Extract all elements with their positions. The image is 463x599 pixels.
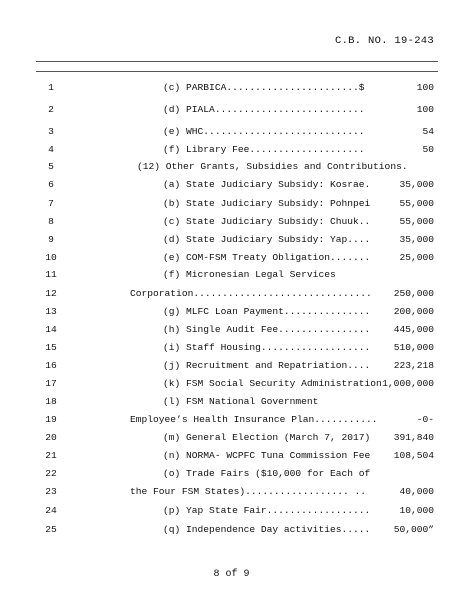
line-text: (n) NORMA- WCPFC Tuna Commission Fee — [163, 450, 371, 461]
text-line — [0, 123, 463, 141]
line-text: (f) Micronesian Legal Services — [163, 269, 336, 280]
line-number: 12 — [45, 288, 57, 299]
line-amount: 55,000 — [399, 216, 434, 227]
line-text: (e) COM-FSM Treaty Obligation....... — [163, 252, 371, 263]
line-text: (l) FSM National Government — [163, 396, 319, 407]
text-line — [0, 79, 463, 97]
line-amount: 223,218 — [393, 360, 434, 371]
text-line — [0, 195, 463, 213]
line-number: 14 — [45, 324, 57, 335]
line-text: Employee’s Health Insurance Plan........... — [130, 414, 378, 425]
line-amount: 50 — [422, 144, 434, 155]
text-line — [0, 502, 463, 520]
text-line — [0, 483, 463, 501]
line-amount: 100 — [416, 82, 434, 93]
line-amount: 25,000 — [399, 252, 434, 263]
text-line — [0, 375, 463, 393]
header-rule-top — [36, 61, 438, 62]
text-line — [0, 429, 463, 447]
line-amount: 100 — [416, 104, 434, 115]
text-line — [0, 339, 463, 357]
text-line — [0, 231, 463, 249]
line-text: (j) Recruitment and Repatriation.... — [163, 360, 371, 371]
line-text: (k) FSM Social Security Administration — [163, 378, 382, 389]
text-line — [0, 249, 463, 267]
line-number: 1 — [48, 82, 54, 93]
line-text: (12) Other Grants, Subsidies and Contributions. — [137, 161, 408, 172]
line-text: (d) PIALA.......................... — [163, 104, 365, 115]
page-number: 8 of 9 — [213, 569, 250, 580]
line-amount: 40,000 — [399, 486, 434, 497]
line-text: (f) Library Fee.................... — [163, 144, 365, 155]
line-amount: 250,000 — [393, 288, 434, 299]
line-number: 18 — [45, 396, 57, 407]
line-text: (q) Independence Day activities..... — [163, 524, 371, 535]
line-text: (h) Single Audit Fee................ — [163, 324, 371, 335]
text-line — [0, 141, 463, 159]
text-line — [0, 266, 463, 284]
text-line — [0, 465, 463, 483]
line-number: 5 — [48, 161, 54, 172]
line-text: (c) State Judiciary Subsidy: Chuuk.. — [163, 216, 371, 227]
line-amount: 10,000 — [399, 505, 434, 516]
line-text: (c) PARBICA.......................$ — [163, 82, 365, 93]
text-line — [0, 176, 463, 194]
line-amount: 200,000 — [393, 306, 434, 317]
text-line — [0, 357, 463, 375]
line-text: (e) WHC............................ — [163, 126, 365, 137]
line-number: 25 — [45, 524, 57, 535]
line-text: (g) MLFC Loan Payment............... — [163, 306, 371, 317]
line-number: 16 — [45, 360, 57, 371]
text-line — [0, 303, 463, 321]
line-number: 23 — [45, 486, 57, 497]
line-number: 22 — [45, 468, 57, 479]
text-line — [0, 521, 463, 539]
text-line — [0, 393, 463, 411]
line-amount: 1,000,000 — [382, 378, 434, 389]
line-amount: 35,000 — [399, 179, 434, 190]
line-amount: 445,000 — [393, 324, 434, 335]
line-number: 9 — [48, 234, 54, 245]
line-text: (m) General Election (March 7, 2017) — [163, 432, 371, 443]
line-number: 20 — [45, 432, 57, 443]
line-number: 6 — [48, 179, 54, 190]
line-number: 4 — [48, 144, 54, 155]
line-number: 2 — [48, 104, 54, 115]
line-amount: 54 — [422, 126, 434, 137]
line-number: 21 — [45, 450, 57, 461]
text-line — [0, 285, 463, 303]
line-text: (b) State Judiciary Subsidy: Pohnpei — [163, 198, 371, 209]
line-number: 8 — [48, 216, 54, 227]
line-amount: -0- — [416, 414, 434, 425]
line-amount: 391,840 — [393, 432, 434, 443]
line-text: (p) Yap State Fair.................. — [163, 505, 371, 516]
text-line — [0, 213, 463, 231]
text-line — [0, 321, 463, 339]
header-rule-bottom — [36, 71, 438, 72]
line-text: (o) Trade Fairs ($10,000 for Each of — [163, 468, 371, 479]
line-number: 13 — [45, 306, 57, 317]
line-number: 7 — [48, 198, 54, 209]
text-line — [0, 411, 463, 429]
line-text: (i) Staff Housing................... — [163, 342, 371, 353]
text-line — [0, 447, 463, 465]
line-number: 15 — [45, 342, 57, 353]
line-number: 19 — [45, 414, 57, 425]
line-amount: 35,000 — [399, 234, 434, 245]
text-line — [0, 158, 463, 176]
line-amount: 55,000 — [399, 198, 434, 209]
bill-number-header: C.B. NO. 19-243 — [334, 35, 434, 47]
line-text: the Four FSM States).................. .. — [130, 486, 367, 497]
line-number: 24 — [45, 505, 57, 516]
line-amount: 50,000” — [393, 524, 434, 535]
line-text: Corporation............................... — [130, 288, 372, 299]
line-number: 11 — [45, 269, 57, 280]
text-line — [0, 101, 463, 119]
line-amount: 108,504 — [393, 450, 434, 461]
line-text: (d) State Judiciary Subsidy: Yap.... — [163, 234, 371, 245]
line-number: 17 — [45, 378, 57, 389]
line-number: 3 — [48, 126, 54, 137]
line-text: (a) State Judiciary Subsidy: Kosrae. — [163, 179, 371, 190]
line-number: 10 — [45, 252, 57, 263]
line-amount: 510,000 — [393, 342, 434, 353]
